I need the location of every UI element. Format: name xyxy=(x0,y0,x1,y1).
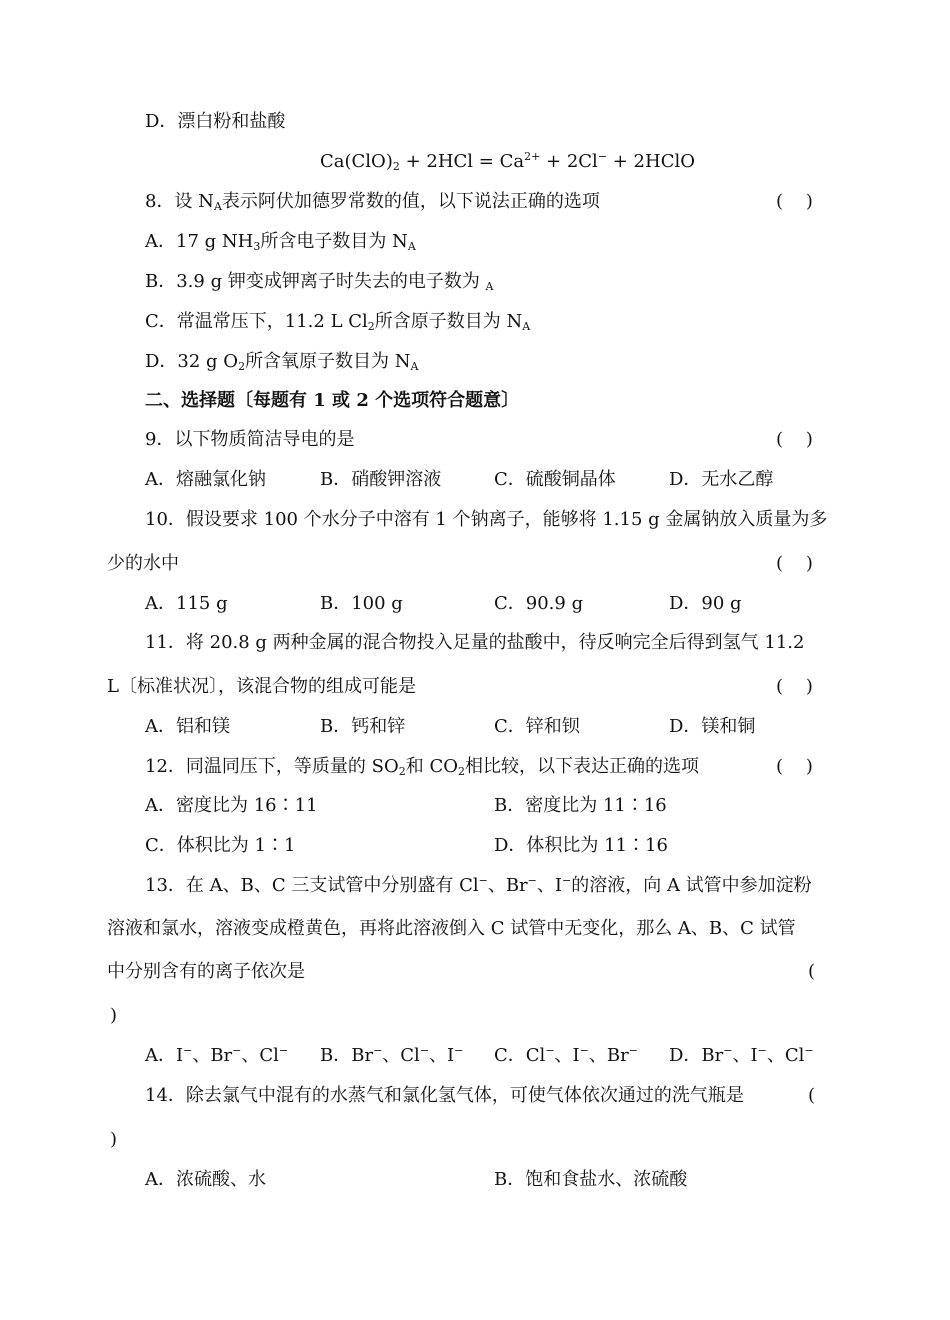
q8-stem: 8．设 $N_A$表示阿伏加德罗常数的值，以下说法正确的选项 xyxy=(145,191,600,213)
q14-option-b: B．饱和食盐水、浓硫酸 xyxy=(494,1169,688,1190)
q14-option-a: A．浓硫酸、水 xyxy=(145,1169,266,1190)
q11-option-c: C．锌和钡 xyxy=(494,716,580,737)
q9-stem: 9．以下物质简洁导电的是 xyxy=(145,429,355,450)
q11-option-d: D．镁和铜 xyxy=(669,716,756,737)
q7-option-d: D．漂白粉和盐酸 xyxy=(145,111,286,132)
q13-option-a: A．I−、Br−、Cl− xyxy=(145,1044,289,1066)
q12-option-c: C．体积比为 1∶1 xyxy=(145,835,296,856)
q9-option-d: D．无水乙醇 xyxy=(669,469,774,490)
q11-option-a: A．铝和镁 xyxy=(145,716,230,737)
q11-stem-line1: 11．将 20.8 g 两种金属的混合物投入足量的盐酸中，待反响完全后得到氢气 11.2 xyxy=(145,632,805,653)
q8-option-d: D．32 g $O_2$所含氧原子数目为 $N_A$ xyxy=(145,351,419,373)
q14-stem: 14．除去氯气中混有的水蒸气和氯化氢气体，可使气体依次通过的洗气瓶是 xyxy=(145,1085,744,1106)
q13-option-b: B．Br−、Cl−、I− xyxy=(320,1044,464,1066)
q9-option-b: B．硝酸钾溶液 xyxy=(320,469,442,490)
q10-stem-line2: 少的水中 xyxy=(107,553,179,574)
q12-option-d: D．体积比为 11∶16 xyxy=(494,835,668,856)
q12-option-b: B．密度比为 11∶16 xyxy=(494,795,667,816)
q12-stem: 12．同温同压下，等质量的 $SO_2$和 $CO_2$相比较，以下表达正确的选项 xyxy=(145,756,699,778)
q8-option-a: A．17 g $NH_3$所含电子数目为 $N_A$ xyxy=(145,231,416,253)
q13-paren-close: ) xyxy=(110,1005,118,1026)
q13-stem-line3: 中分别含有的离子依次是 xyxy=(107,961,305,982)
q9-option-c: C．硫酸铜晶体 xyxy=(494,469,616,490)
q9-option-a: A．熔融氯化钠 xyxy=(145,469,266,490)
q10-answer-paren: ( ) xyxy=(776,553,813,574)
q10-option-d: D．90 g xyxy=(669,593,742,614)
q13-option-d: D．Br−、I−、Cl− xyxy=(669,1044,814,1066)
q8-answer-paren: ( ) xyxy=(776,191,813,212)
q13-option-c: C．Cl−、I−、Br− xyxy=(494,1044,638,1066)
q14-paren-open: ( xyxy=(808,1085,816,1106)
q7-equation: $Ca(ClO)_2 + 2HCl = Ca^{2+} + 2Cl^-$ + 2HClO xyxy=(320,150,695,173)
q10-stem-line1: 10．假设要求 100 个水分子中溶有 1 个钠离子，能够将 1.15 g 金属钠放入质量为多 xyxy=(145,509,828,530)
q8-option-c: C．常温常压下，11.2 L $Cl_2$所含原子数目为 $N_A$ xyxy=(145,311,531,333)
q12-option-a: A．密度比为 16∶11 xyxy=(145,795,318,816)
q11-option-b: B．钙和锌 xyxy=(320,716,406,737)
q13-paren-open: ( xyxy=(808,961,816,982)
q11-stem-line2: L〔标准状况〕，该混合物的组成可能是 xyxy=(107,676,416,697)
q8-option-b: B．3.9 g 钾变成钾离子时失去的电子数为 $_A$ xyxy=(145,271,494,293)
q10-option-a: A．115 g xyxy=(145,593,228,614)
q9-answer-paren: ( ) xyxy=(776,429,813,450)
q10-option-c: C．90.9 g xyxy=(494,593,584,614)
q13-stem-line2: 溶液和氯水，溶液变成橙黄色，再将此溶液倒入 C 试管中无变化，那么 A、B、C 试管 xyxy=(107,918,796,939)
section-2-heading: 二、选择题〔每题有 1 或 2 个选项符合题意〕 xyxy=(145,390,520,411)
q14-paren-close: ) xyxy=(110,1129,118,1150)
q10-option-b: B．100 g xyxy=(320,593,403,614)
q13-stem-line1: 13．在 A、B、C 三支试管中分别盛有 Cl−、Br−、I−的溶液，向 A 试管中参加淀粉 xyxy=(145,874,812,896)
q11-answer-paren: ( ) xyxy=(776,676,813,697)
q12-answer-paren: ( ) xyxy=(776,756,813,777)
